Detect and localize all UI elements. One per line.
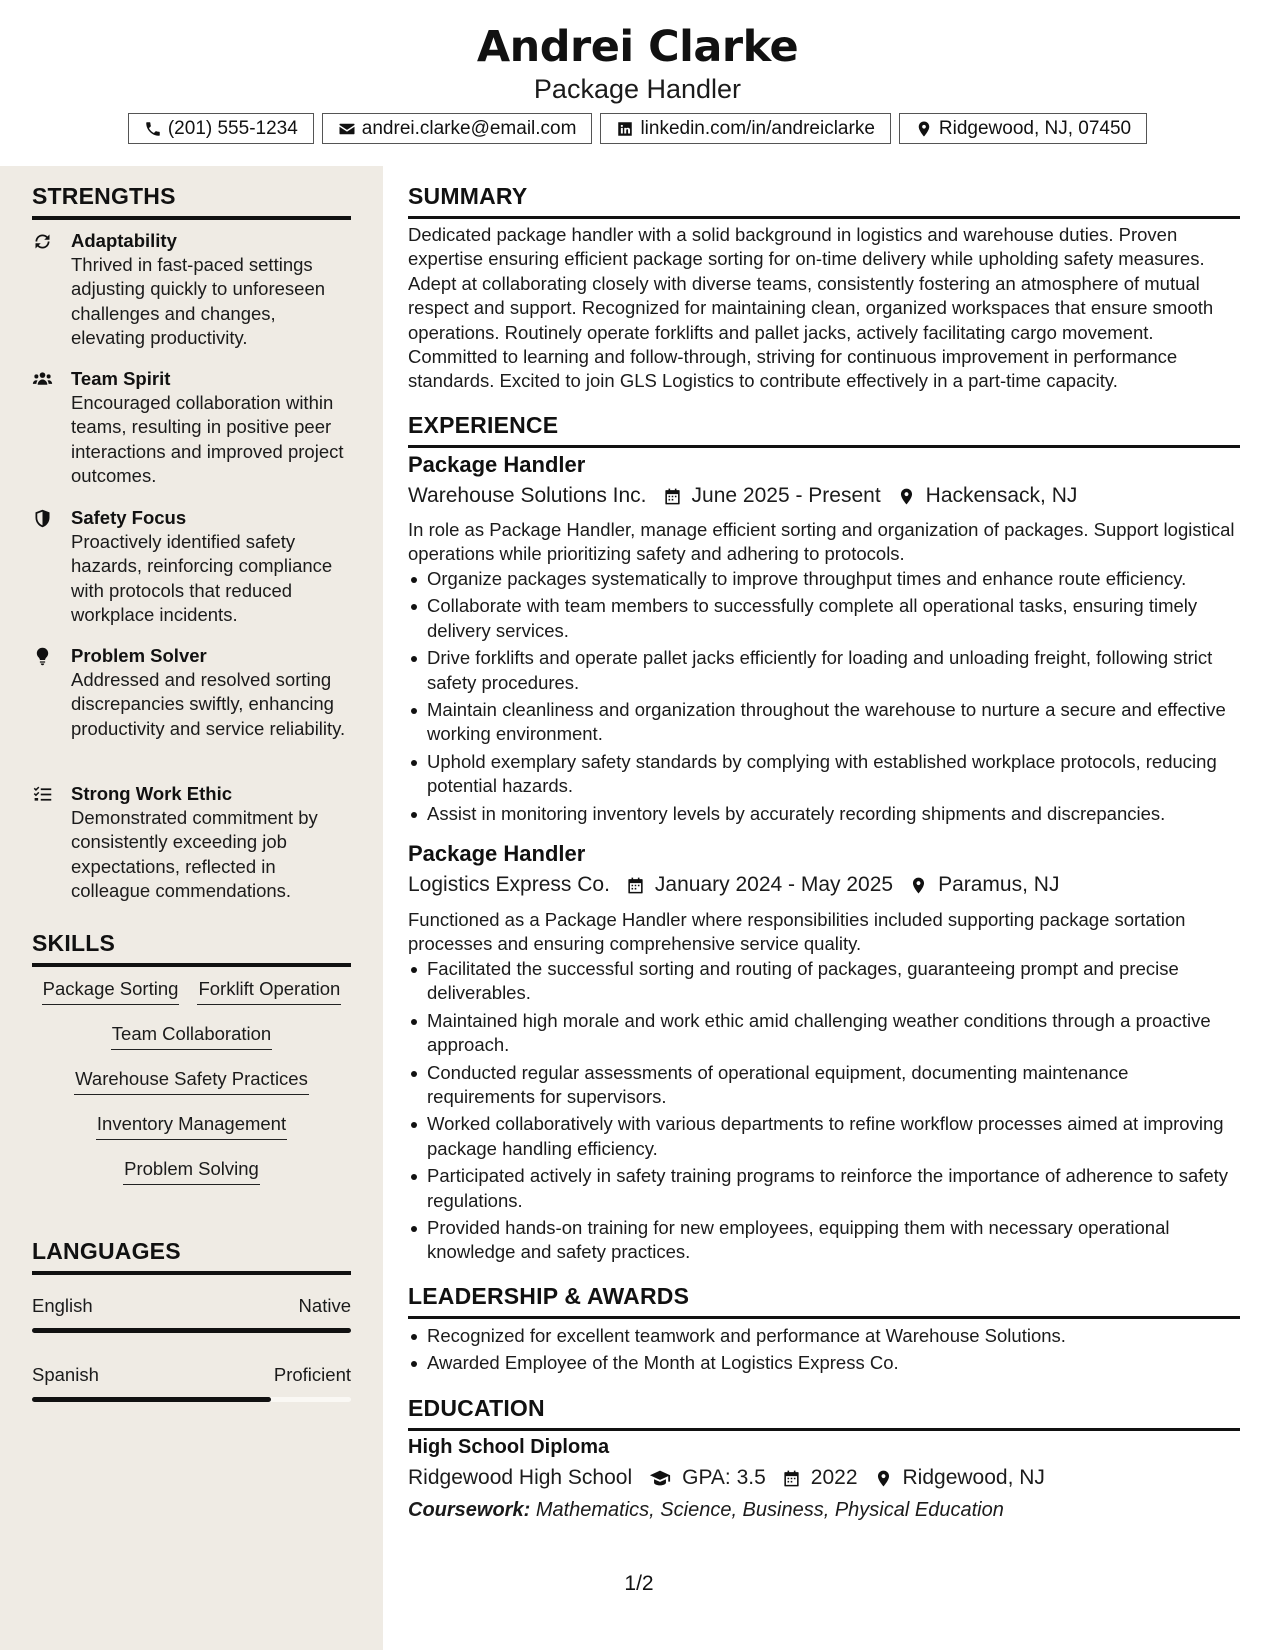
strength-item [32,229,352,350]
candidate-title: Package Handler [533,74,742,104]
education-heading: EDUCATION [408,1395,1240,1431]
education-location: Ridgewood, NJ [902,1466,1045,1489]
skills-heading: SKILLS [32,930,351,967]
language-item [32,1364,351,1402]
language-proficiency-bar [32,1328,351,1333]
phone-icon [144,120,162,138]
resume-header [0,0,1275,166]
calendar-icon [663,487,682,506]
awards-heading: LEADERSHIP & AWARDS [408,1283,1240,1319]
education-coursework [408,1499,1004,1522]
job-bullet: Assist in monitoring inventory levels by accurately recording shipments and discrepancies. [408,802,1240,826]
lightbulb-icon [32,646,54,668]
summary-text: Dedicated package handler with a solid background in logistics and warehouse duties. Proven expertise ensuring efficient package sorting for on-time delivery while upholding safety measures. Adept at collaborating closely with diverse teams, consistently fostering an atmosphere of mutual respect and support. Recognized for maintaining clean, organized workspaces that ensure smooth operations. Routinely operate forklifts and pallet jacks, actively facilitating cargo movement. Committed to learning and follow-through, striving for continuous improvement in performance standards. Excited to join GLS Logistics to contribute effectively in a part-time capacity. [408,224,1214,392]
contact-phone[interactable] [128,113,314,144]
summary-heading: SUMMARY [408,183,1240,219]
skills-list [32,977,351,1202]
awards-list [408,1324,1240,1379]
skill-tag: Forklift Operation [197,977,341,1005]
strength-title: Adaptability [71,230,177,251]
award-item: Recognized for excellent teamwork and performance at Warehouse Solutions. [408,1324,1240,1348]
strength-title: Team Spirit [71,368,171,389]
job-description: Functioned as a Package Handler where responsibilities included supporting package sortation processes and ensuring comprehensive service quality. [408,909,1186,955]
language-proficiency-fill [32,1397,271,1402]
contact-phone-text: (201) 555-1234 [167,117,298,139]
job-dates: June 2025 - Present [691,484,881,507]
skill-tag: Warehouse Safety Practices [74,1067,309,1095]
strength-title: Strong Work Ethic [71,783,233,804]
page-number: 1/2 [624,1572,654,1595]
job-bullet: Facilitated the successful sorting and routing of packages, guaranteeing prompt and precise deliverables. [408,957,1240,1006]
coursework-label: Coursework: [408,1499,531,1521]
calendar-icon [626,876,645,895]
strength-desc: Demonstrated commitment by consistently exceeding job expectations, reflected in colleague commendations. [71,807,318,901]
skill-tag: Team Collaboration [111,1022,272,1050]
job-bullet: Provided hands-on training for new employees, equipping them with necessary operational knowledge and safety practices. [408,1216,1240,1265]
strength-title: Safety Focus [71,507,187,528]
strength-item [32,644,352,741]
job-bullet: Uphold exemplary safety standards by complying with established workplace protocols, reducing potential hazards. [408,750,1240,799]
education-year: 2022 [810,1466,858,1489]
contact-email-text: andrei.clarke@email.com [361,117,577,139]
education-gpa: GPA: 3.5 [682,1466,766,1489]
shield-icon [32,508,54,530]
checklist-icon [32,784,54,806]
language-proficiency-bar [32,1397,351,1402]
job-dates: January 2024 - May 2025 [654,873,894,896]
job-company: Logistics Express Co. [408,873,610,896]
languages-heading: LANGUAGES [32,1238,351,1275]
experience-heading: EXPERIENCE [408,412,1240,448]
job-meta [408,873,1240,897]
graduation-cap-icon [648,1467,672,1489]
job-bullet: Participated actively in safety training programs to reinforce the importance of adherence to safety regulations. [408,1164,1240,1213]
job-bullet: Conducted regular assessments of operational equipment, documenting maintenance requirements for supervisors. [408,1061,1240,1110]
job-description: In role as Package Handler, manage efficient sorting and organization of packages. Support logistical operations while prioritizing safety and adhering to protocols. [408,519,1235,565]
skill-tag: Problem Solving [123,1157,260,1185]
job-meta [408,484,1240,508]
coursework-text: Mathematics, Science, Business, Physical Education [535,1499,1004,1521]
job-role: Package Handler [408,452,586,477]
job-bullet: Worked collaboratively with various departments to refine workflow processes aimed at improving package handling efficiency. [408,1112,1240,1161]
contact-location [899,113,1147,144]
map-pin-icon [874,1469,893,1488]
job-bullet: Maintain cleanliness and organization throughout the warehouse to nurture a secure and effective working environment. [408,698,1240,747]
job-bullets [408,567,1240,829]
map-pin-icon [897,487,916,506]
map-pin-icon [909,876,928,895]
language-name: Spanish [32,1364,99,1385]
education-meta [408,1466,1240,1490]
award-item: Awarded Employee of the Month at Logistics Express Co. [408,1351,1240,1375]
job-bullet: Maintained high morale and work ethic amid challenging weather conditions through a proactive approach. [408,1009,1240,1058]
strength-desc: Proactively identified safety hazards, reinforcing compliance with protocols that reduced workplace incidents. [71,531,333,625]
language-level: Native [298,1295,351,1316]
language-item [32,1295,351,1333]
job-bullet: Collaborate with team members to successfully complete all operational tasks, ensuring timely delivery services. [408,594,1240,643]
strength-desc: Thrived in fast-paced settings adjusting quickly to unforeseen challenges and changes, elevating productivity. [71,254,326,348]
job-location: Paramus, NJ [938,873,1060,896]
contact-linkedin[interactable] [600,113,890,144]
job-bullet: Organize packages systematically to improve throughput times and enhance route efficiency. [408,567,1240,591]
candidate-name: Andrei Clarke [476,22,799,72]
skill-tag: Package Sorting [42,977,180,1005]
skill-tag: Inventory Management [96,1112,287,1140]
map-pin-icon [915,120,933,138]
strength-desc: Encouraged collaboration within teams, resulting in positive peer interactions and improved project outcomes. [71,392,344,486]
refresh-icon [32,231,54,253]
job-location: Hackensack, NJ [925,484,1078,507]
contact-linkedin-text: linkedin.com/in/andreiclarke [640,117,875,139]
strength-item [32,506,352,627]
language-name: English [32,1295,93,1316]
envelope-icon [338,120,356,138]
job-bullet: Drive forklifts and operate pallet jacks efficiently for loading and unloading freight, following strict safety procedures. [408,646,1240,695]
job-role: Package Handler [408,841,586,866]
contact-bar [0,113,1275,144]
strength-title: Problem Solver [71,645,207,666]
job-bullets [408,957,1240,1268]
strength-desc: Addressed and resolved sorting discrepancies swiftly, enhancing productivity and service reliability. [71,669,346,739]
contact-location-text: Ridgewood, NJ, 07450 [938,117,1132,139]
contact-email[interactable] [322,113,593,144]
education-degree: High School Diploma [408,1436,610,1458]
strengths-heading: STRENGTHS [32,183,351,220]
users-icon [32,369,54,391]
strength-item [32,782,352,903]
language-level: Proficient [273,1364,351,1385]
strength-item [32,367,352,488]
job-company: Warehouse Solutions Inc. [408,484,647,507]
education-school: Ridgewood High School [408,1466,633,1489]
linkedin-icon [616,120,634,138]
language-proficiency-fill [32,1328,351,1333]
calendar-icon [782,1469,801,1488]
